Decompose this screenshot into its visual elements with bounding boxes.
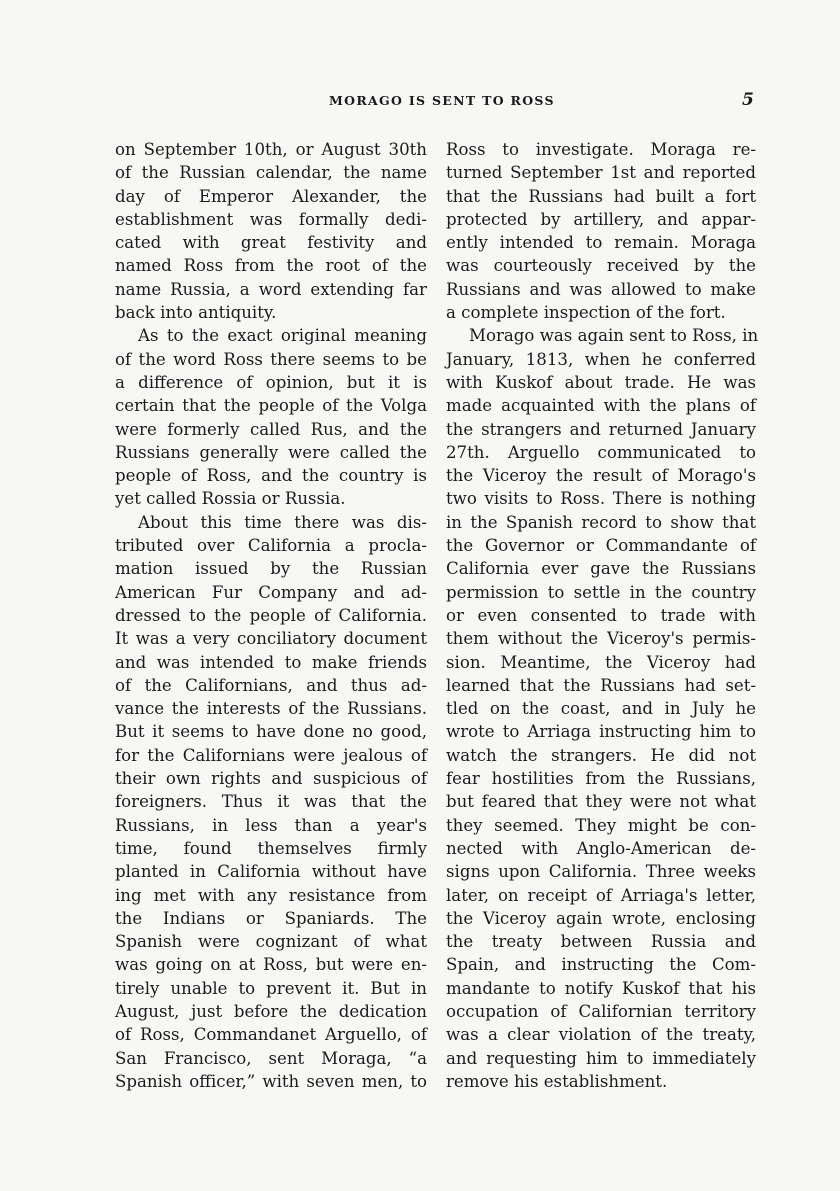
text-line: and was intended to make friends — [115, 652, 427, 672]
text-line: Spanish were cognizant of what — [115, 932, 427, 952]
text-line: yet called Rossia or Russia. — [115, 489, 346, 509]
text-line: of Ross, Commandanet Arguello, of — [115, 1025, 427, 1045]
text-line: ently intended to remain. Moraga — [446, 233, 756, 253]
text-line: were formerly called Rus, and the — [115, 419, 427, 439]
page-number: 5 — [742, 90, 754, 110]
text-line: establishment was formally dedi- — [115, 209, 427, 229]
text-line: time, found themselves firmly — [115, 838, 427, 858]
text-line: back into antiquity. — [115, 303, 277, 323]
text-line: 27th. Arguello communicated to — [446, 442, 756, 462]
text-line: Russians and was allowed to make — [446, 279, 756, 299]
text-line: American Fur Company and ad- — [115, 582, 427, 602]
text-line: August, just before the dedication — [115, 1001, 427, 1021]
running-title: MORAGO IS SENT TO ROSS — [329, 93, 555, 108]
text-line: protected by artillery, and appar- — [446, 209, 756, 229]
text-line: people of Ross, and the country is — [115, 466, 427, 486]
text-line: of the Californians, and thus ad- — [115, 675, 427, 695]
text-line: San Francisco, sent Moraga, “a — [115, 1048, 427, 1068]
text-line: mation issued by the Russian — [115, 559, 427, 579]
text-line: tirely unable to prevent it. But in — [115, 978, 427, 998]
text-line: the Indians or Spaniards. The — [115, 908, 427, 928]
text-line: fear hostilities from the Russians, — [446, 769, 756, 789]
text-line: their own rights and suspicious of — [115, 769, 427, 789]
text-line: Russians generally were called the — [115, 442, 427, 462]
text-line: wrote to Arriaga instructing him to — [446, 722, 756, 742]
text-line: ing met with any resistance from — [115, 885, 427, 905]
text-line: About this time there was dis- — [138, 512, 427, 532]
text-line: watch the strangers. He did not — [446, 745, 756, 765]
text-line: sion. Meantime, the Viceroy had — [446, 652, 756, 672]
text-line: turned September 1st and reported — [446, 163, 756, 183]
text-line: As to the exact original meaning — [138, 326, 427, 346]
text-line: but feared that they were not what — [446, 792, 756, 812]
text-line: learned that the Russians had set- — [446, 675, 756, 695]
text-line: the strangers and returned January — [446, 419, 756, 439]
text-line: the Viceroy again wrote, enclosing — [446, 908, 756, 928]
left-text-column — [115, 138, 427, 1093]
text-line: or even consented to trade with — [446, 605, 756, 625]
text-line: of the word Ross there seems to be — [115, 349, 427, 369]
text-line: planted in California without have — [115, 862, 427, 882]
text-line: Morago was again sent to Ross, in — [469, 326, 759, 346]
text-line: foreigners. Thus it was that the — [115, 792, 427, 812]
text-line: dressed to the people of California. — [115, 605, 427, 625]
text-line: a complete inspection of the fort. — [446, 303, 726, 323]
text-line: It was a very conciliatory document — [115, 629, 427, 649]
text-line: named Ross from the root of the — [115, 256, 427, 276]
right-text-column — [446, 138, 759, 1093]
text-line: tled on the coast, and in July he — [446, 699, 756, 719]
text-line: Spanish officer,” with seven men, to — [115, 1071, 427, 1091]
text-line: day of Emperor Alexander, the — [115, 186, 427, 206]
text-line: January, 1813, when he conferred — [446, 349, 756, 369]
text-line: with Kuskof about trade. He was — [446, 372, 756, 392]
text-line: that the Russians had built a fort — [446, 186, 756, 206]
text-line: remove his establishment. — [446, 1071, 668, 1091]
text-line: name Russia, a word extending far — [115, 279, 427, 299]
text-line: was a clear violation of the treaty, — [446, 1025, 756, 1045]
text-line: the Governor or Commandante of — [446, 536, 756, 556]
text-line: them without the Viceroy's permis- — [446, 629, 756, 649]
text-line: California ever gave the Russians — [446, 559, 756, 579]
text-line: occupation of Californian territory — [446, 1001, 756, 1021]
text-line: in the Spanish record to show that — [446, 512, 756, 532]
text-line: and requesting him to immediately — [446, 1048, 756, 1068]
text-line: on September 10th, or August 30th — [115, 140, 427, 159]
text-line: the Viceroy the result of Morago's — [446, 466, 756, 486]
text-line: made acquainted with the plans of — [446, 396, 756, 416]
text-line: a difference of opinion, but it is — [115, 372, 427, 392]
text-line: Russians, in less than a year's — [115, 815, 427, 835]
text-line: nected with Anglo-American de- — [446, 838, 756, 858]
text-line: signs upon California. Three weeks — [446, 862, 756, 882]
text-line: Spain, and instructing the Com- — [446, 955, 756, 975]
text-line: they seemed. They might be con- — [446, 815, 756, 835]
text-line: mandante to notify Kuskof that his — [446, 978, 756, 998]
text-line: for the Californians were jealous of — [115, 745, 427, 765]
text-line: But it seems to have done no good, — [115, 722, 427, 742]
text-line: was courteously received by the — [446, 256, 756, 276]
text-line: permission to settle in the country — [446, 582, 756, 602]
text-line: was going on at Ross, but were en- — [115, 955, 427, 975]
text-line: vance the interests of the Russians. — [115, 699, 427, 719]
text-line: cated with great festivity and — [115, 233, 427, 253]
text-line: certain that the people of the Volga — [115, 396, 427, 416]
running-head — [0, 90, 840, 113]
text-line: Ross to investigate. Moraga re- — [446, 140, 756, 159]
text-line: of the Russian calendar, the name — [115, 163, 427, 183]
text-line: the treaty between Russia and — [446, 932, 756, 952]
text-line: two visits to Ross. There is nothing — [446, 489, 756, 509]
text-line: later, on receipt of Arriaga's letter, — [446, 885, 756, 905]
text-line: tributed over California a procla- — [115, 536, 427, 556]
